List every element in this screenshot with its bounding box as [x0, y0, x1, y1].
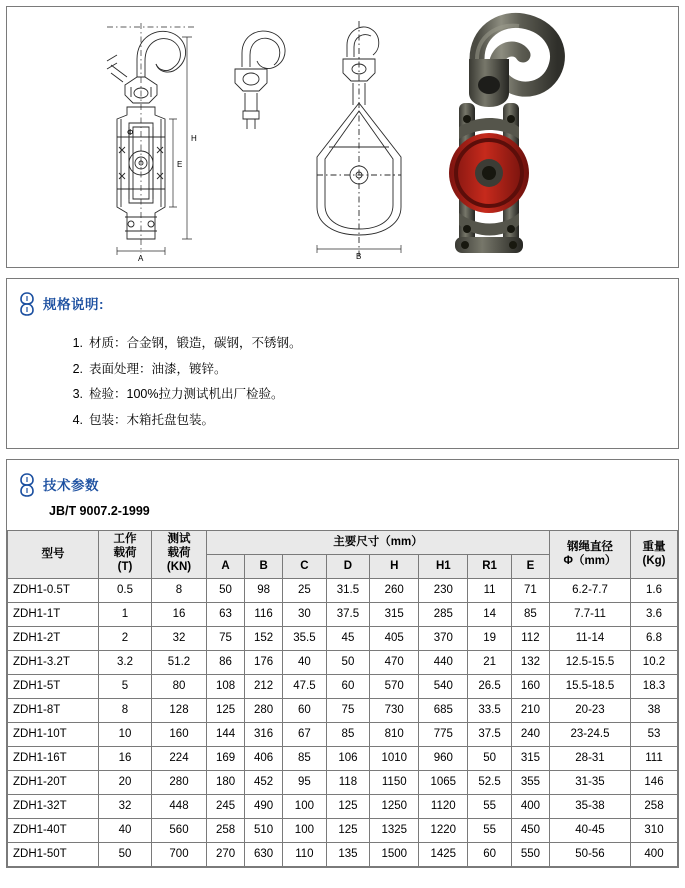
cell-H: 570	[370, 674, 419, 698]
cell-A: 63	[207, 602, 245, 626]
cell-E: 160	[511, 674, 549, 698]
cell-C: 95	[283, 770, 327, 794]
cell-R1: 26.5	[468, 674, 512, 698]
cell-H1: 440	[419, 650, 468, 674]
th-dim-R1: R1	[468, 554, 512, 578]
cell-A: 245	[207, 794, 245, 818]
th-dim-C: C	[283, 554, 327, 578]
spec-section	[7, 279, 678, 448]
cell-R1: 60	[468, 842, 512, 866]
th-rope-line1: 钢绳直径	[567, 540, 613, 553]
cell-weight: 53	[631, 722, 678, 746]
cell-H: 1325	[370, 818, 419, 842]
cell-testload: 280	[152, 770, 207, 794]
cell-rope: 11-14	[550, 626, 631, 650]
cell-model: ZDH1-5T	[8, 674, 99, 698]
th-dim-B: B	[245, 554, 283, 578]
cell-H: 1150	[370, 770, 419, 794]
cell-B: 98	[245, 578, 283, 602]
spec-list	[63, 331, 666, 434]
cell-A: 270	[207, 842, 245, 866]
cell-B: 316	[245, 722, 283, 746]
cell-rope: 35-38	[550, 794, 631, 818]
cell-H: 810	[370, 722, 419, 746]
list-item-text: 检验：100%拉力测试机出厂检验。	[89, 387, 284, 402]
list-item-number: 2.	[72, 361, 83, 376]
list-item	[63, 382, 666, 408]
cell-B: 152	[245, 626, 283, 650]
cell-C: 60	[283, 698, 327, 722]
list-item-text: 表面处理：油漆，镀锌。	[89, 361, 227, 376]
cell-C: 25	[283, 578, 327, 602]
cell-testload: 16	[152, 602, 207, 626]
cell-D: 106	[326, 746, 370, 770]
cell-B: 280	[245, 698, 283, 722]
dim-label-E: E	[177, 160, 183, 169]
table-row	[8, 746, 678, 770]
cell-model: ZDH1-16T	[8, 746, 99, 770]
cell-workload: 20	[99, 770, 152, 794]
spec-header	[19, 289, 666, 317]
standard-code: JB/T 9007.2-1999	[49, 503, 150, 518]
cell-model: ZDH1-3.2T	[8, 650, 99, 674]
cell-H: 1500	[370, 842, 419, 866]
cell-H: 315	[370, 602, 419, 626]
th-testload-line2: 载荷	[167, 547, 191, 560]
cell-testload: 80	[152, 674, 207, 698]
cell-weight: 258	[631, 794, 678, 818]
cell-E: 210	[511, 698, 549, 722]
cell-model: ZDH1-10T	[8, 722, 99, 746]
dim-label-phi: Φ	[127, 128, 134, 137]
cell-rope: 31-35	[550, 770, 631, 794]
cell-R1: 19	[468, 626, 512, 650]
cell-B: 116	[245, 602, 283, 626]
list-item-number: 3.	[72, 387, 83, 402]
cell-A: 108	[207, 674, 245, 698]
cell-D: 125	[326, 794, 370, 818]
cell-rope: 7.7-11	[550, 602, 631, 626]
cell-R1: 55	[468, 818, 512, 842]
cell-R1: 14	[468, 602, 512, 626]
cell-C: 67	[283, 722, 327, 746]
th-testload-line3: (KN)	[166, 560, 192, 573]
cell-R1: 33.5	[468, 698, 512, 722]
table-row	[8, 818, 678, 842]
table-body	[8, 578, 678, 866]
cell-testload: 560	[152, 818, 207, 842]
cell-workload: 10	[99, 722, 152, 746]
cell-rope: 12.5-15.5	[550, 650, 631, 674]
cell-E: 85	[511, 602, 549, 626]
table-row	[8, 698, 678, 722]
list-item	[63, 408, 666, 434]
cell-B: 630	[245, 842, 283, 866]
cell-workload: 2	[99, 626, 152, 650]
cell-H1: 285	[419, 602, 468, 626]
cell-D: 125	[326, 818, 370, 842]
cell-D: 118	[326, 770, 370, 794]
th-dim-E: E	[511, 554, 549, 578]
cell-E: 71	[511, 578, 549, 602]
cell-workload: 5	[99, 674, 152, 698]
spec-table	[7, 530, 678, 867]
cell-D: 45	[326, 626, 370, 650]
cell-B: 490	[245, 794, 283, 818]
cell-rope: 23-24.5	[550, 722, 631, 746]
cell-model: ZDH1-32T	[8, 794, 99, 818]
cell-workload: 16	[99, 746, 152, 770]
table-row	[8, 794, 678, 818]
cell-A: 86	[207, 650, 245, 674]
th-rope-line2: Φ（mm）	[563, 555, 617, 567]
cell-B: 212	[245, 674, 283, 698]
cell-E: 315	[511, 746, 549, 770]
cell-H: 1250	[370, 794, 419, 818]
list-item-text: 包装：木箱托盘包装。	[89, 412, 215, 427]
th-workload-line2: 载荷	[113, 547, 137, 560]
cell-D: 31.5	[326, 578, 370, 602]
cell-testload: 700	[152, 842, 207, 866]
cell-workload: 50	[99, 842, 152, 866]
cell-testload: 128	[152, 698, 207, 722]
cell-H1: 370	[419, 626, 468, 650]
cell-A: 144	[207, 722, 245, 746]
th-weight-line1: 重量	[642, 540, 666, 553]
cell-workload: 3.2	[99, 650, 152, 674]
cell-rope: 50-56	[550, 842, 631, 866]
cell-testload: 160	[152, 722, 207, 746]
th-dim-A: A	[207, 554, 245, 578]
cell-E: 132	[511, 650, 549, 674]
cell-weight: 10.2	[631, 650, 678, 674]
th-main-dims: 主要尺寸（mm）	[207, 530, 550, 554]
cell-C: 85	[283, 746, 327, 770]
spec-table-wrapper	[7, 530, 678, 867]
table-row	[8, 626, 678, 650]
cell-A: 180	[207, 770, 245, 794]
table-head	[8, 530, 678, 578]
cell-weight: 400	[631, 842, 678, 866]
table-row	[8, 578, 678, 602]
cell-weight: 111	[631, 746, 678, 770]
cell-E: 112	[511, 626, 549, 650]
cell-H1: 1220	[419, 818, 468, 842]
cell-model: ZDH1-40T	[8, 818, 99, 842]
cell-A: 169	[207, 746, 245, 770]
cell-weight: 6.8	[631, 626, 678, 650]
cell-rope: 28-31	[550, 746, 631, 770]
th-dim-H1: H1	[419, 554, 468, 578]
cell-weight: 38	[631, 698, 678, 722]
dim-label-A: A	[138, 254, 144, 263]
params-panel	[6, 459, 679, 868]
cell-D: 37.5	[326, 602, 370, 626]
cell-workload: 8	[99, 698, 152, 722]
cell-D: 50	[326, 650, 370, 674]
cell-A: 125	[207, 698, 245, 722]
list-item-text: 材质：合金钢，锻造，碳钢，不锈钢。	[89, 336, 302, 350]
cell-workload: 40	[99, 818, 152, 842]
cell-model: ZDH1-2T	[8, 626, 99, 650]
cell-H1: 685	[419, 698, 468, 722]
cell-R1: 52.5	[468, 770, 512, 794]
th-weight-line2: (Kg)	[642, 555, 666, 567]
chain-link-icon	[19, 291, 35, 317]
cell-weight: 3.6	[631, 602, 678, 626]
cell-testload: 448	[152, 794, 207, 818]
cell-C: 100	[283, 794, 327, 818]
cell-A: 75	[207, 626, 245, 650]
cell-C: 35.5	[283, 626, 327, 650]
spec-title: 规格说明:	[43, 297, 104, 312]
list-item-number: 4.	[72, 412, 83, 427]
cell-H1: 775	[419, 722, 468, 746]
table-row	[8, 674, 678, 698]
table-row	[8, 842, 678, 866]
dim-label-B: B	[356, 252, 362, 261]
cell-model: ZDH1-20T	[8, 770, 99, 794]
cell-E: 450	[511, 818, 549, 842]
list-item-number: 1.	[72, 336, 83, 350]
cell-model: ZDH1-8T	[8, 698, 99, 722]
list-item	[63, 357, 666, 383]
cell-C: 30	[283, 602, 327, 626]
cell-R1: 37.5	[468, 722, 512, 746]
cell-workload: 32	[99, 794, 152, 818]
cell-R1: 55	[468, 794, 512, 818]
cell-C: 110	[283, 842, 327, 866]
cell-rope: 40-45	[550, 818, 631, 842]
table-header-row-1	[8, 530, 678, 554]
cell-E: 400	[511, 794, 549, 818]
cell-rope: 20-23	[550, 698, 631, 722]
cell-H1: 960	[419, 746, 468, 770]
technical-drawing	[7, 7, 679, 267]
cell-C: 47.5	[283, 674, 327, 698]
th-model: 型号	[8, 530, 99, 578]
cell-model: ZDH1-50T	[8, 842, 99, 866]
cell-H: 730	[370, 698, 419, 722]
cell-model: ZDH1-0.5T	[8, 578, 99, 602]
cell-B: 176	[245, 650, 283, 674]
cell-E: 240	[511, 722, 549, 746]
th-testload-line1: 测试	[167, 533, 191, 546]
th-dim-H: H	[370, 554, 419, 578]
cell-workload: 1	[99, 602, 152, 626]
cell-weight: 1.6	[631, 578, 678, 602]
cell-E: 355	[511, 770, 549, 794]
cell-B: 406	[245, 746, 283, 770]
cell-testload: 32	[152, 626, 207, 650]
cell-D: 85	[326, 722, 370, 746]
cell-H: 1010	[370, 746, 419, 770]
cell-testload: 224	[152, 746, 207, 770]
cell-E: 550	[511, 842, 549, 866]
cell-D: 75	[326, 698, 370, 722]
cell-B: 452	[245, 770, 283, 794]
cell-H1: 1065	[419, 770, 468, 794]
dim-label-H: H	[191, 134, 197, 143]
cell-R1: 50	[468, 746, 512, 770]
cell-C: 40	[283, 650, 327, 674]
cell-A: 258	[207, 818, 245, 842]
cell-weight: 146	[631, 770, 678, 794]
cell-A: 50	[207, 578, 245, 602]
cell-testload: 8	[152, 578, 207, 602]
product-photo	[449, 20, 557, 253]
table-row	[8, 770, 678, 794]
product-drawing-panel	[6, 6, 679, 268]
cell-H1: 230	[419, 578, 468, 602]
chain-link-icon	[19, 472, 35, 498]
cell-C: 100	[283, 818, 327, 842]
cell-R1: 21	[468, 650, 512, 674]
cell-model: ZDH1-1T	[8, 602, 99, 626]
cell-H: 470	[370, 650, 419, 674]
cell-weight: 310	[631, 818, 678, 842]
cell-D: 60	[326, 674, 370, 698]
params-section	[7, 460, 678, 518]
cell-R1: 11	[468, 578, 512, 602]
cell-rope: 6.2-7.7	[550, 578, 631, 602]
cell-H1: 540	[419, 674, 468, 698]
table-row	[8, 722, 678, 746]
cell-H1: 1425	[419, 842, 468, 866]
list-item	[63, 331, 666, 357]
cell-B: 510	[245, 818, 283, 842]
cell-workload: 0.5	[99, 578, 152, 602]
cell-H: 405	[370, 626, 419, 650]
table-row	[8, 650, 678, 674]
cell-weight: 18.3	[631, 674, 678, 698]
th-workload-line1: 工作	[113, 533, 137, 546]
cell-rope: 15.5-18.5	[550, 674, 631, 698]
params-title: 技术参数	[43, 477, 99, 493]
cell-H1: 1120	[419, 794, 468, 818]
th-workload-line3: (T)	[117, 560, 133, 573]
th-dim-D: D	[326, 554, 370, 578]
cell-D: 135	[326, 842, 370, 866]
cell-H: 260	[370, 578, 419, 602]
cell-testload: 51.2	[152, 650, 207, 674]
params-header	[19, 470, 666, 498]
spec-panel	[6, 278, 679, 449]
table-row	[8, 602, 678, 626]
